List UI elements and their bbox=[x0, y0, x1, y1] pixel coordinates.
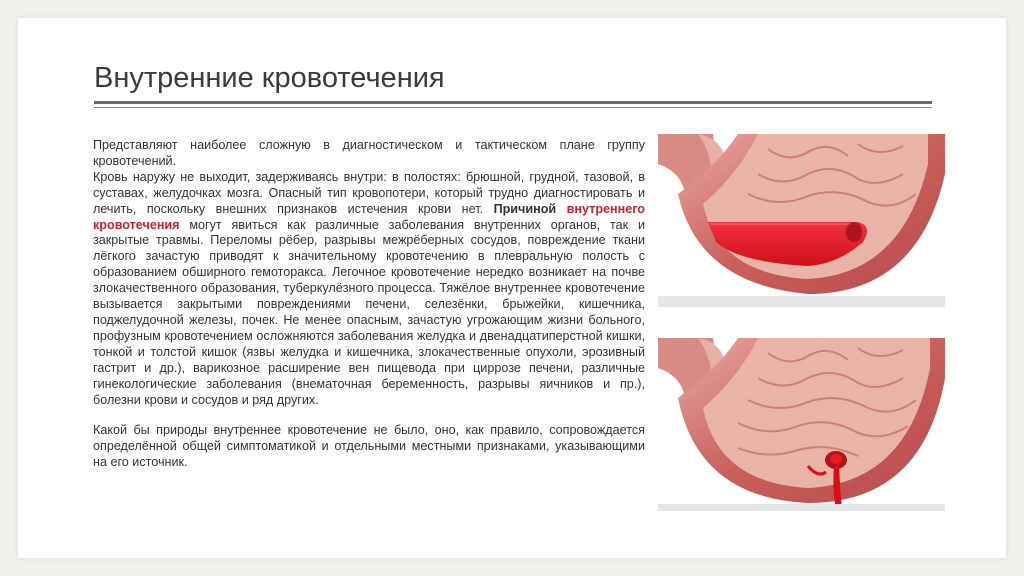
cause-bold-word: Причиной bbox=[493, 201, 557, 216]
paragraph-main-text-a: Кровь наружу не выходит, задерживаясь внутри: в полостях: брюшной, грудной, тазовой, в суставах, желудочках мозга. Опасный тип кровопотери, который трудно диагностировать и лечить, поскольку внешних признаков истечения крови нет. bbox=[93, 169, 645, 216]
slide bbox=[18, 18, 1006, 558]
stomach-bleeding-ulcer-image bbox=[658, 338, 945, 511]
paragraph-conclusion: Какой бы природы внутреннее кровотечение не было, оно, как правило, сопровождается определённой общей симптоматикой и отдельными местными признаками, указывающими на его источник. bbox=[93, 423, 645, 470]
highlight-term: внутреннего кровотечения bbox=[93, 201, 646, 232]
paragraph-main-text-b: могут явиться как различные заболевания внутренних органов, так и закрытые травмы. Переломы рёбер, разрывы межрёберных сосудов, повреждение ткани лёгкого зачастую приводят к значительному кровотечению в плевральную полость с образованием обширного гемоторакса. Легочное кровотечение нередко возникает на почве злокачественного образования, туберкулёзного процесса. Тяжёлое внутреннее кровотечение вызывается закрытыми повреждениями печени, селезёнки, брыжейки, кишечника, поджелудочной железы, почек. Не менее опасным, зачастую угрожающим жизни больного, профузным кровотечением осложняются заболевания желудка и двенадцатиперстной кишки, тонкой и толстой кишок (язвы желудка и кишечника, злокачественные опухоли, эрозивный гастрит и др.), варикозное расширение вен пищевода при циррозе печени, различные гинекологические заболевания (внематочная беременность, разрывы яичников и пр.), болезни крови и сосудов и ряд других. bbox=[93, 217, 645, 407]
stomach-pooled-blood-image bbox=[658, 134, 945, 307]
cause-space bbox=[556, 202, 566, 216]
title-divider-thick bbox=[94, 101, 932, 104]
title-divider-thin bbox=[94, 107, 932, 108]
page-title: Внутренние кровотечения bbox=[94, 62, 445, 94]
body-text bbox=[93, 138, 645, 471]
paragraph-intro: Представляют наиболее сложную в диагностическом и тактическом плане группу кровотечений. bbox=[93, 138, 645, 168]
paragraph-main bbox=[93, 170, 645, 409]
